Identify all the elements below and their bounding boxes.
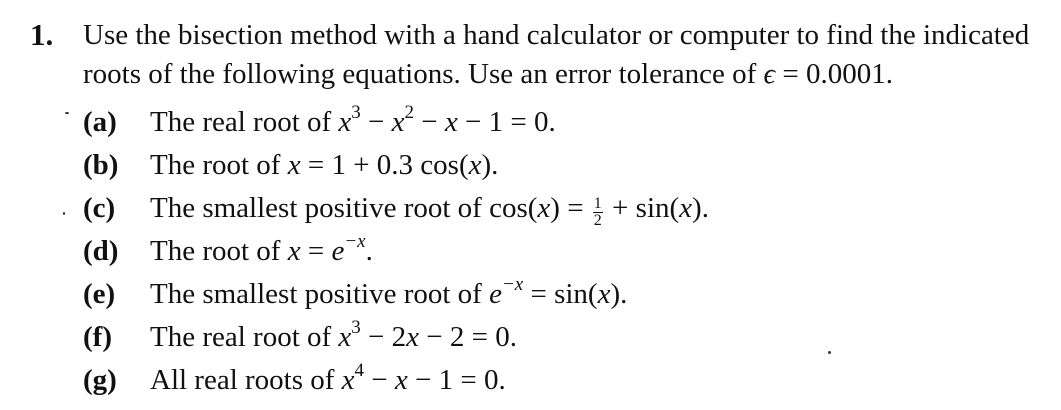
fraction-denominator: 2 — [593, 212, 602, 229]
part-label: (a) — [83, 106, 117, 138]
math-variable: x — [406, 321, 420, 353]
math-variable: x — [679, 192, 693, 224]
math-variable: x — [597, 278, 611, 310]
part-label: (f) — [83, 321, 112, 353]
part-text-segment: − 2 = 0. — [419, 321, 517, 353]
fraction-numerator: 1 — [593, 195, 602, 212]
part-text-segment: − 1 = 0. — [407, 364, 506, 396]
part-text — [150, 190, 709, 229]
problem-number: 1. — [30, 17, 54, 52]
problem-intro-line-2 — [83, 56, 893, 92]
part-text-segment: + sin( — [604, 192, 680, 224]
math-variable: e — [331, 235, 345, 267]
math-variable: x — [338, 106, 352, 138]
math-variable: x — [537, 192, 551, 224]
part-text — [150, 233, 373, 269]
math-exponent: 3 — [351, 102, 361, 123]
math-operator: − — [360, 106, 392, 138]
epsilon-symbol: ϵ — [763, 58, 776, 90]
part-f — [0, 319, 1061, 359]
math-variable: x — [394, 364, 408, 396]
part-text-segment: The smallest positive root of — [150, 278, 490, 310]
part-text-segment: = sin( — [523, 278, 598, 310]
part-d — [0, 233, 1061, 273]
part-label: (d) — [83, 235, 119, 267]
scan-speck — [63, 212, 65, 215]
math-exponent: −x — [344, 231, 366, 252]
math-operator: − — [414, 106, 445, 138]
math-operator: = — [300, 235, 332, 267]
part-g — [0, 362, 1061, 402]
part-b — [0, 147, 1061, 187]
part-text — [150, 319, 517, 355]
math-exponent: 4 — [354, 360, 365, 381]
part-text-segment: ). — [481, 149, 499, 181]
part-label: (g) — [83, 364, 117, 396]
part-text-segment: ) = — [550, 192, 591, 224]
math-variable: x — [341, 364, 355, 396]
part-text-segment: ). — [692, 192, 709, 224]
math-variable: x — [287, 149, 301, 181]
part-text-segment: All real roots of — [150, 364, 342, 396]
problem-intro-text: roots of the following equations. Use an error tolerance of — [83, 58, 764, 90]
math-exponent: 2 — [404, 102, 415, 123]
problem-intro-line-1 — [83, 17, 1029, 53]
part-text-segment: − 1 = 0. — [457, 106, 556, 138]
scan-speck — [828, 351, 831, 354]
problem-intro-text: Use the bisection method with a hand calculator or computer to find the indicated — [83, 19, 1030, 51]
part-text-segment: The real root of — [150, 106, 339, 138]
math-variable: x — [287, 235, 301, 267]
math-variable: x — [444, 106, 458, 138]
scan-speck — [65, 112, 69, 114]
part-text — [150, 104, 556, 140]
part-text — [150, 276, 627, 312]
math-variable: e — [489, 278, 502, 310]
part-a — [0, 104, 1061, 144]
part-text-segment: = 1 + 0.3 cos( — [300, 149, 469, 181]
math-variable: x — [338, 321, 352, 353]
math-variable: x — [468, 149, 482, 181]
tolerance-value: = 0.0001. — [775, 58, 894, 90]
math-exponent: −x — [501, 274, 524, 295]
part-text-segment: The root of — [150, 149, 288, 181]
math-operator: − — [364, 364, 395, 396]
part-e — [0, 276, 1061, 316]
math-variable: x — [391, 106, 405, 138]
part-text — [150, 362, 506, 398]
part-text-segment: The root of — [150, 235, 288, 267]
fraction-one-half — [593, 196, 603, 229]
part-c — [0, 190, 1061, 230]
part-label: (b) — [83, 149, 119, 181]
part-label: (c) — [83, 192, 116, 224]
part-text — [150, 147, 498, 183]
part-text-segment: . — [365, 235, 373, 267]
part-text-segment: The real root of — [150, 321, 339, 353]
part-text-segment: ). — [610, 278, 628, 310]
part-text-segment: The smallest positive root of cos( — [150, 192, 538, 224]
math-operator: − 2 — [360, 321, 407, 353]
math-exponent: 3 — [351, 317, 361, 338]
part-label: (e) — [83, 278, 116, 310]
